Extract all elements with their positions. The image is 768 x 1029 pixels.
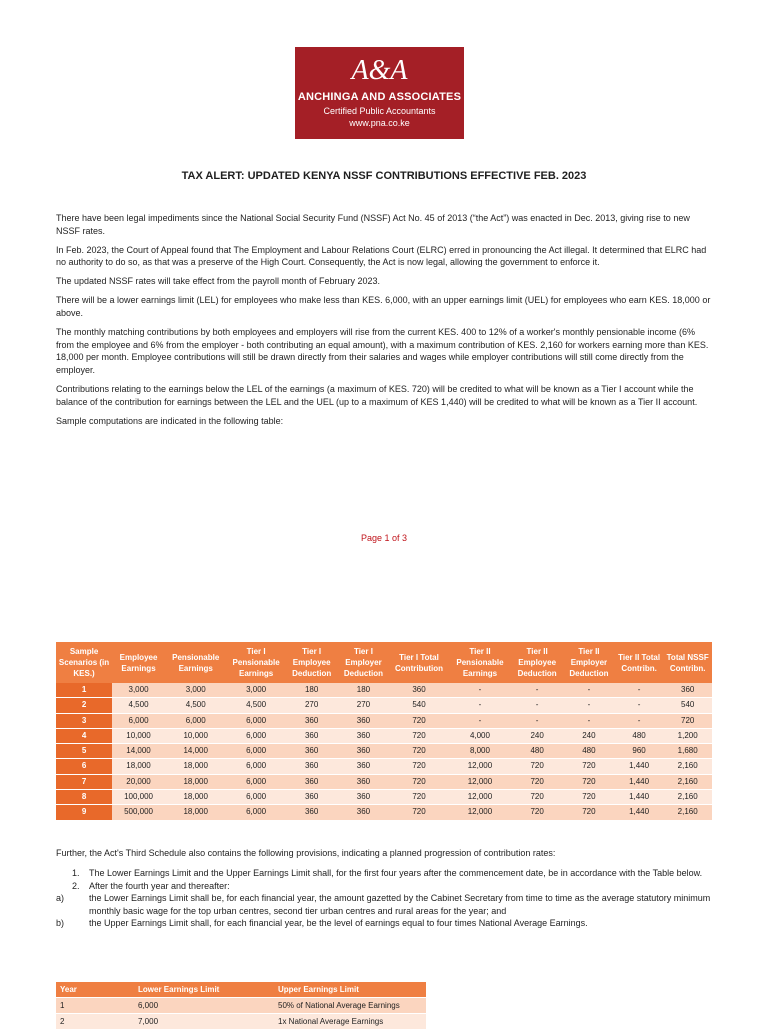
- table-cell: 18,000: [165, 759, 227, 774]
- table-cell: -: [449, 698, 512, 713]
- column-header: Sample Scenarios (in KES.): [56, 642, 112, 683]
- paragraph: The updated NSSF rates will take effect from the payroll month of February 2023.: [56, 275, 712, 288]
- third-schedule-section: [56, 847, 712, 929]
- table-cell: 14,000: [112, 744, 165, 759]
- table-cell: 480: [511, 744, 563, 759]
- table-cell: 180: [286, 683, 338, 698]
- table-row: [56, 805, 712, 820]
- logo-subtitle: Certified Public Accountants: [295, 106, 464, 116]
- table-cell: 360: [338, 790, 390, 805]
- paragraph: In Feb. 2023, the Court of Appeal found that The Employment and Labour Relations Court (ELRC) erred in pronouncing the Act illegal. It determined that ELRC had no authority to do so, as that was a preserve of the High Court. Consequently, the Act is now legal, allowing the government to enforce it.: [56, 244, 712, 269]
- table-row: [56, 1014, 426, 1029]
- table-cell: 360: [286, 774, 338, 789]
- paragraph: Contributions relating to the earnings below the LEL of the earnings (a maximum of KES. 720) will be credited to what will be known as a Tier I account while the balance of the contribution for earnings between the LEL and the UEL (up to a maximum of KES 1,440) will be credited to what will be known as a Tier II account.: [56, 383, 712, 408]
- table-cell: 6,000: [226, 774, 285, 789]
- table-cell: 8,000: [449, 744, 512, 759]
- table-cell: 270: [286, 698, 338, 713]
- table-cell: 4,000: [449, 728, 512, 743]
- list-marker: b): [56, 917, 89, 929]
- table-cell: 10,000: [165, 728, 227, 743]
- scenario-number-cell: 2: [56, 698, 112, 713]
- paragraph: Sample computations are indicated in the following table:: [56, 415, 712, 428]
- table-cell: 3,000: [112, 683, 165, 698]
- table-cell: 720: [563, 759, 615, 774]
- table-cell: -: [511, 683, 563, 698]
- table-cell: 360: [663, 683, 712, 698]
- table-cell: 1,440: [615, 790, 664, 805]
- scenario-number-cell: 9: [56, 805, 112, 820]
- paragraph: There will be a lower earnings limit (LEL) for employees who make less than KES. 6,000, with an upper earnings limit (UEL) for employees who earn KES. 18,000 or above.: [56, 294, 712, 319]
- table-cell: 360: [338, 774, 390, 789]
- table-row: [56, 698, 712, 713]
- table-cell: 18,000: [165, 774, 227, 789]
- table-cell: 6,000: [226, 790, 285, 805]
- column-header: Lower Earnings Limit: [134, 982, 274, 998]
- table-row: [56, 744, 712, 759]
- table-cell: 360: [338, 805, 390, 820]
- table-cell: 720: [511, 774, 563, 789]
- document-title: TAX ALERT: UPDATED KENYA NSSF CONTRIBUTIONS EFFECTIVE FEB. 2023: [0, 170, 768, 182]
- table-cell: 360: [338, 744, 390, 759]
- table-cell: 1,440: [615, 774, 664, 789]
- table-row: [56, 998, 426, 1014]
- table-cell: 960: [615, 744, 664, 759]
- column-header: Tier I Pensionable Earnings: [226, 642, 285, 683]
- table-row: [56, 790, 712, 805]
- table-cell: 12,000: [449, 759, 512, 774]
- list-item-text: The Lower Earnings Limit and the Upper Earnings Limit shall, for the first four years after the commencement date, be in accordance with the Table below.: [89, 867, 712, 879]
- table-cell: 500,000: [112, 805, 165, 820]
- column-header: Tier II Total Contribn.: [615, 642, 664, 683]
- page-number: Page 1 of 3: [0, 533, 768, 543]
- table-cell: 12,000: [449, 774, 512, 789]
- table-cell: 360: [338, 728, 390, 743]
- list-item: [56, 917, 712, 929]
- table-cell: 720: [511, 805, 563, 820]
- table-cell: 360: [286, 728, 338, 743]
- table-cell: 7,000: [134, 1014, 274, 1029]
- schedule-intro: Further, the Act's Third Schedule also contains the following provisions, indicating a planned progression of contribution rates:: [56, 847, 712, 859]
- table-cell: 1: [56, 998, 134, 1014]
- intro-paragraphs: [56, 212, 712, 434]
- table-cell: 1,440: [615, 805, 664, 820]
- table-cell: 18,000: [165, 805, 227, 820]
- table-cell: -: [511, 698, 563, 713]
- firm-logo: [295, 47, 464, 139]
- table-cell: 270: [338, 698, 390, 713]
- nssf-computation-table: [56, 642, 712, 821]
- logo-firm-name: ANCHINGA AND ASSOCIATES: [295, 91, 464, 103]
- table-cell: 2,160: [663, 774, 712, 789]
- column-header: Tier I Employer Deduction: [338, 642, 390, 683]
- table-cell: 4,500: [226, 698, 285, 713]
- table-cell: 10,000: [112, 728, 165, 743]
- table-cell: 720: [563, 790, 615, 805]
- table-cell: 2,160: [663, 805, 712, 820]
- table-cell: 12,000: [449, 805, 512, 820]
- table-cell: -: [511, 713, 563, 728]
- table-cell: -: [563, 713, 615, 728]
- list-marker: 1.: [56, 867, 89, 879]
- list-item-text: After the fourth year and thereafter:: [89, 880, 712, 892]
- logo-monogram: A&A: [295, 57, 464, 85]
- table-cell: 720: [389, 774, 448, 789]
- table-cell: 6,000: [226, 744, 285, 759]
- table-cell: 18,000: [165, 790, 227, 805]
- table-cell: 6,000: [165, 713, 227, 728]
- scenario-number-cell: 7: [56, 774, 112, 789]
- table-cell: 18,000: [112, 759, 165, 774]
- table-cell: 6,000: [226, 713, 285, 728]
- table-cell: 3,000: [226, 683, 285, 698]
- table-cell: 540: [663, 698, 712, 713]
- scenario-number-cell: 3: [56, 713, 112, 728]
- list-marker: 2.: [56, 880, 89, 892]
- table-cell: 180: [338, 683, 390, 698]
- table-cell: 100,000: [112, 790, 165, 805]
- paragraph: The monthly matching contributions by both employees and employers will rise from the current KES. 400 to 12% of a worker's monthly pensionable income (6% from the employee and 6% from the employer - both contributing an equal amount), with a maximum contribution of KES. 2,160 for workers earning more than KES. 18,000 per month. Employee contributions will still be drawn directly from their salaries and wages while employer contributions will still come directly from the employer.: [56, 326, 712, 376]
- column-header: Year: [56, 982, 134, 998]
- table-cell: 1,680: [663, 744, 712, 759]
- table-cell: -: [563, 683, 615, 698]
- table-cell: 540: [389, 698, 448, 713]
- scenario-number-cell: 4: [56, 728, 112, 743]
- table-cell: 6,000: [112, 713, 165, 728]
- column-header: Tier I Total Contribution: [389, 642, 448, 683]
- table-cell: 1,440: [615, 759, 664, 774]
- table-cell: 1x National Average Earnings: [274, 1014, 426, 1029]
- table-cell: 4,500: [112, 698, 165, 713]
- table-row: [56, 759, 712, 774]
- table-cell: 360: [286, 713, 338, 728]
- column-header: Tier II Employee Deduction: [511, 642, 563, 683]
- table-cell: -: [449, 713, 512, 728]
- table-cell: 240: [511, 728, 563, 743]
- table-cell: 360: [286, 790, 338, 805]
- table-cell: -: [615, 683, 664, 698]
- paragraph: There have been legal impediments since the National Social Security Fund (NSSF) Act No. 45 of 2013 (“the Act”) was enacted in Dec. 2013, giving rise to new NSSF rates.: [56, 212, 712, 237]
- table-cell: 6,000: [134, 998, 274, 1014]
- list-item-text: the Upper Earnings Limit shall, for each financial year, be the level of earnings equal to four times National Average Earnings.: [89, 917, 712, 929]
- table-cell: 360: [338, 759, 390, 774]
- table-cell: 50% of National Average Earnings: [274, 998, 426, 1014]
- table-cell: 360: [286, 759, 338, 774]
- table-cell: -: [615, 698, 664, 713]
- column-header: Employee Earnings: [112, 642, 165, 683]
- scenario-number-cell: 5: [56, 744, 112, 759]
- table-row: [56, 728, 712, 743]
- table-cell: 720: [389, 728, 448, 743]
- table-cell: 720: [389, 759, 448, 774]
- table-cell: 6,000: [226, 759, 285, 774]
- table-row: [56, 713, 712, 728]
- column-header: Pensionable Earnings: [165, 642, 227, 683]
- table-cell: 2: [56, 1014, 134, 1029]
- scenario-number-cell: 1: [56, 683, 112, 698]
- table-cell: 240: [563, 728, 615, 743]
- table-cell: -: [563, 698, 615, 713]
- table-row: [56, 683, 712, 698]
- table-cell: 360: [286, 744, 338, 759]
- table-cell: 14,000: [165, 744, 227, 759]
- scenario-number-cell: 8: [56, 790, 112, 805]
- table-cell: 6,000: [226, 805, 285, 820]
- table-cell: -: [449, 683, 512, 698]
- table-cell: 480: [563, 744, 615, 759]
- table-cell: 720: [511, 790, 563, 805]
- table-cell: 720: [563, 774, 615, 789]
- list-item-text: the Lower Earnings Limit shall be, for each financial year, the amount gazetted by the Cabinet Secretary from time to time as the average statutory minimum monthly basic wage for the top urban centres, second tier urban centres and rural areas for the year; and: [89, 892, 712, 917]
- table-cell: 720: [389, 805, 448, 820]
- table-cell: 6,000: [226, 728, 285, 743]
- table-cell: 1,200: [663, 728, 712, 743]
- table-cell: 720: [389, 744, 448, 759]
- table-cell: 720: [389, 713, 448, 728]
- table-cell: 360: [389, 683, 448, 698]
- table-cell: 4,500: [165, 698, 227, 713]
- table-cell: 2,160: [663, 759, 712, 774]
- logo-website: www.pna.co.ke: [295, 118, 464, 128]
- table-header-row: [56, 982, 426, 998]
- table-cell: 360: [286, 805, 338, 820]
- list-item: [56, 880, 712, 892]
- list-marker: a): [56, 892, 89, 917]
- table-cell: 720: [663, 713, 712, 728]
- column-header: Tier II Employer Deduction: [563, 642, 615, 683]
- column-header: Tier I Employee Deduction: [286, 642, 338, 683]
- list-item: [56, 892, 712, 917]
- table-cell: 20,000: [112, 774, 165, 789]
- table-cell: 720: [511, 759, 563, 774]
- table-header-row: [56, 642, 712, 683]
- table-cell: 720: [563, 805, 615, 820]
- list-item: [56, 867, 712, 879]
- table-row: [56, 774, 712, 789]
- table-cell: 720: [389, 790, 448, 805]
- table-cell: 3,000: [165, 683, 227, 698]
- table-cell: 360: [338, 713, 390, 728]
- column-header: Total NSSF Contribn.: [663, 642, 712, 683]
- scenario-number-cell: 6: [56, 759, 112, 774]
- earnings-limit-table: [56, 982, 426, 1029]
- column-header: Upper Earnings Limit: [274, 982, 426, 998]
- table-cell: 480: [615, 728, 664, 743]
- column-header: Tier II Pensionable Earnings: [449, 642, 512, 683]
- table-cell: -: [615, 713, 664, 728]
- table-body: [56, 683, 712, 820]
- table-cell: 12,000: [449, 790, 512, 805]
- table-cell: 2,160: [663, 790, 712, 805]
